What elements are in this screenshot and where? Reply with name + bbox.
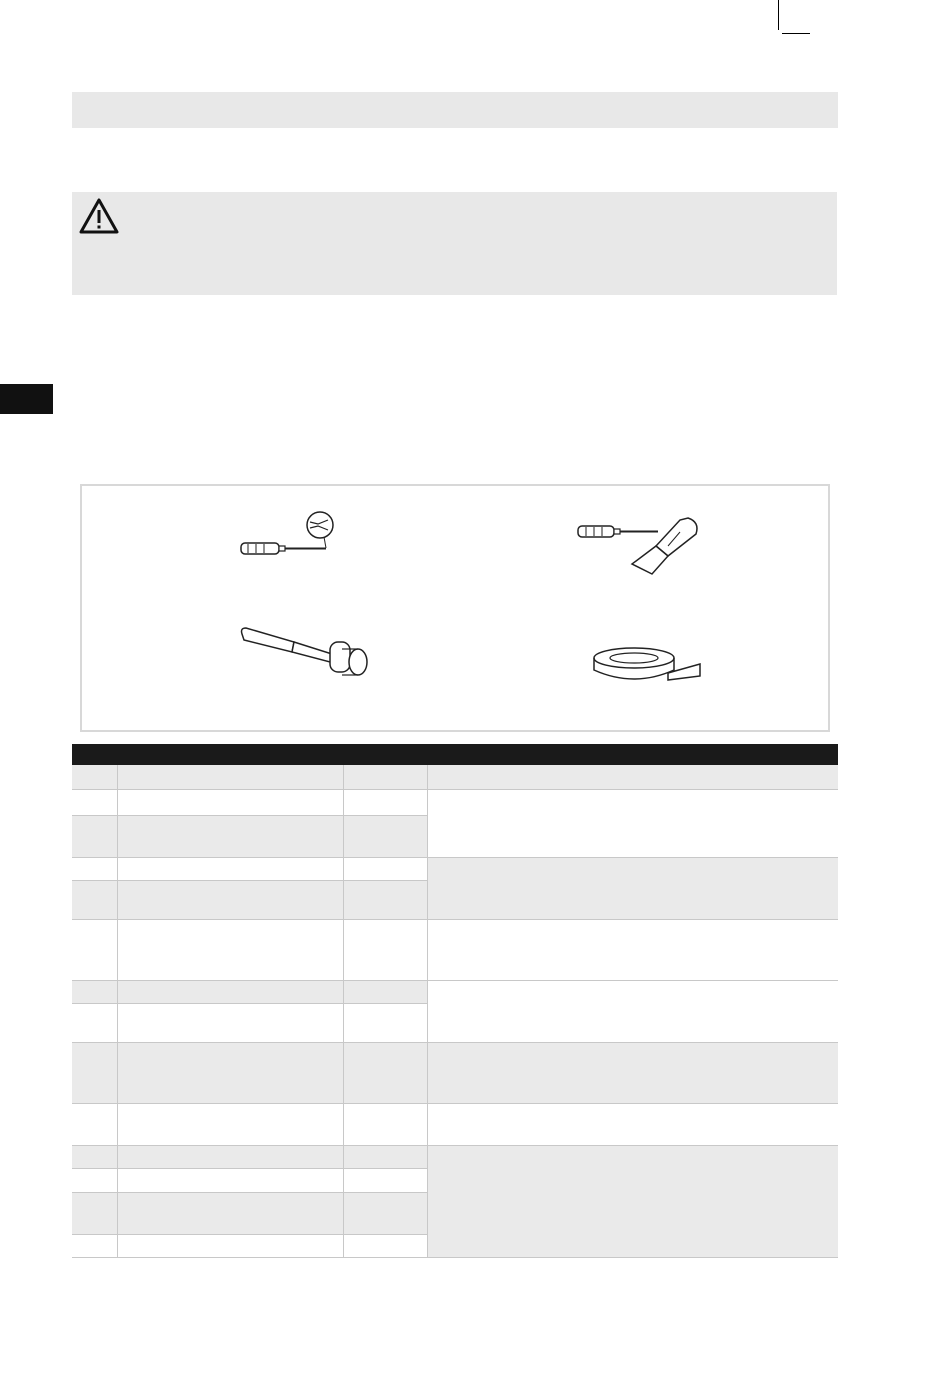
header-no	[72, 765, 118, 790]
tools-illustration-box	[80, 484, 830, 732]
row-no	[72, 1104, 118, 1146]
crop-mark-horizontal	[782, 33, 810, 34]
row-desc	[428, 1104, 838, 1146]
row-qty	[344, 1104, 428, 1146]
flat-screwdriver-icon	[576, 512, 706, 582]
table-desc-group	[72, 790, 838, 858]
header-desc	[428, 765, 838, 790]
row-name	[118, 920, 344, 981]
row-name	[118, 1043, 344, 1104]
header-name	[118, 765, 344, 790]
row-qty	[344, 1043, 428, 1104]
row-desc	[428, 790, 838, 858]
table-desc-group	[72, 981, 838, 1043]
warning-box	[72, 192, 837, 295]
row-desc	[428, 920, 838, 981]
section-title-bar	[72, 92, 838, 128]
row-no	[72, 920, 118, 981]
table-row	[72, 1043, 838, 1104]
table-row	[72, 1104, 838, 1146]
table-row	[72, 920, 838, 981]
crop-mark-vertical	[778, 0, 779, 30]
table-header	[72, 744, 838, 765]
header-qty	[344, 765, 428, 790]
row-desc	[428, 1043, 838, 1104]
table-column-header-row	[72, 765, 838, 790]
mallet-icon	[238, 624, 374, 680]
side-language-tab	[0, 384, 53, 414]
row-desc	[428, 981, 838, 1043]
accessories-table	[72, 744, 838, 765]
row-qty	[344, 920, 428, 981]
phillips-screwdriver-icon	[238, 510, 348, 566]
insulating-tape-icon	[590, 642, 706, 686]
row-desc	[428, 858, 838, 920]
section-title	[72, 92, 838, 110]
table-desc-group	[72, 858, 838, 920]
row-name	[118, 1104, 344, 1146]
warning-triangle-icon	[78, 196, 120, 236]
row-desc	[428, 1146, 838, 1258]
row-no	[72, 1043, 118, 1104]
table-desc-group	[72, 1146, 838, 1258]
